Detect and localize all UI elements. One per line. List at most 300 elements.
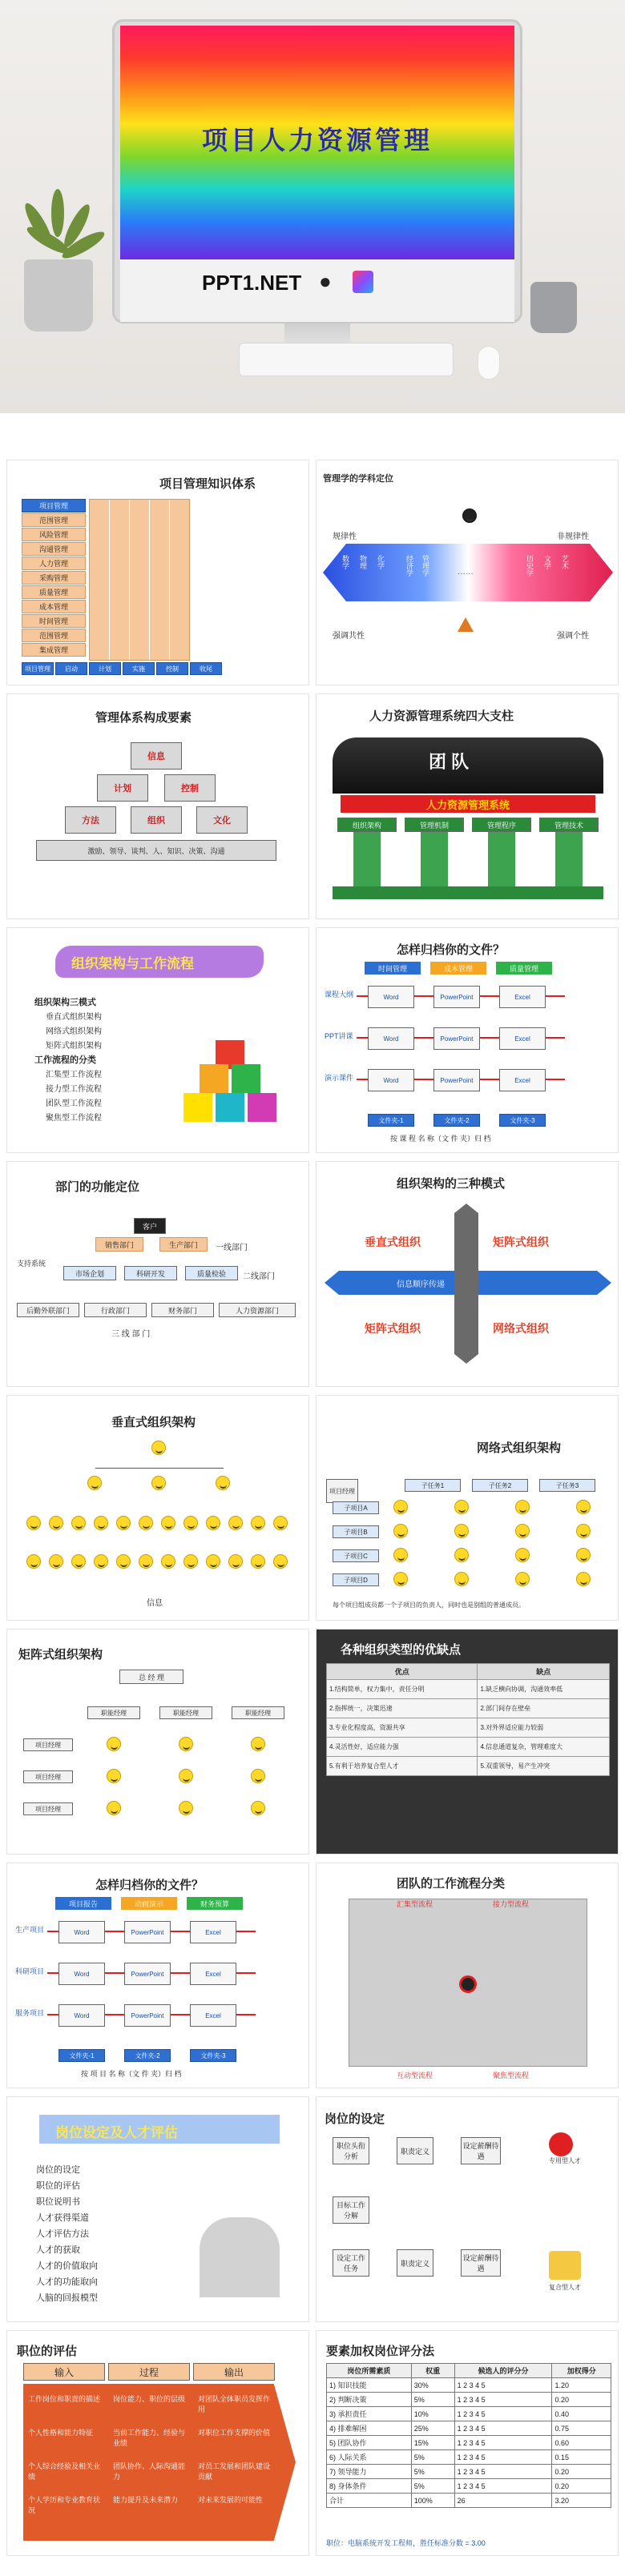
level3-node-icon — [161, 1554, 175, 1569]
table-cell: 0.40 — [552, 2407, 611, 2421]
level2-label: 二线部门 — [243, 1272, 275, 1281]
matrix-member-icon — [107, 1801, 121, 1815]
block-plan: 计划 — [97, 774, 148, 802]
process-stage: 实施 — [123, 662, 155, 675]
coffee-mug — [530, 282, 577, 333]
level3-node-icon — [71, 1554, 86, 1569]
slide-position-talent — [6, 2096, 309, 2322]
talent-list-item: 职位的评估 — [36, 2181, 80, 2191]
apple-icon: ● — [319, 269, 332, 293]
box-salary-2: 设定薪酬待遇 — [461, 2249, 501, 2277]
level1-node-icon — [216, 1476, 230, 1490]
archive-cell[interactable]: PowerPoint — [124, 2004, 171, 2027]
level3-node-icon — [183, 1554, 198, 1569]
member-node-icon — [393, 1524, 408, 1538]
knowledge-item: 人力管理 — [22, 557, 86, 570]
archive-cell[interactable]: PowerPoint — [433, 1069, 480, 1091]
level2-node-icon — [49, 1516, 63, 1530]
level2-node-icon — [116, 1516, 131, 1530]
knowledge-item: 采购管理 — [22, 571, 86, 585]
slide-title: 团队的工作流程分类 — [397, 1877, 506, 1891]
pillar-column — [488, 832, 515, 886]
dept-hr: 人力资源部门 — [219, 1303, 296, 1317]
block-control: 控制 — [164, 774, 216, 802]
box-title-analysis: 职位头衔分析 — [333, 2137, 369, 2164]
flow-relay: 接力型流程 — [493, 1900, 530, 1908]
talent-list-item: 人才的功能取向 — [36, 2277, 98, 2287]
label-bottom-right: 强调个性 — [557, 632, 589, 641]
archive-row-label: 科研项目 — [15, 1967, 45, 1975]
slide-title: 职位的评估 — [17, 2345, 78, 2358]
table-row — [327, 1738, 610, 1757]
spectrum-dots: …… — [458, 568, 474, 577]
member-node-icon — [454, 1524, 469, 1538]
center-label: 信息顺序传递 — [397, 1280, 445, 1289]
mouse — [478, 346, 500, 380]
evaluation-output-item: 对职位工作支撑的价值 — [198, 2429, 271, 2437]
archive-cell[interactable]: Word — [368, 1027, 414, 1050]
archive-header: 时间管理 — [365, 962, 421, 975]
archive-cell[interactable]: Word — [368, 1069, 414, 1091]
archive-cell[interactable]: Word — [368, 986, 414, 1008]
knowledge-item: 成本管理 — [22, 600, 86, 613]
discipline-label: 艺术 — [561, 555, 569, 569]
member-node-icon — [576, 1572, 591, 1586]
ppt-logo-icon — [353, 271, 373, 293]
dept-production: 生产部门 — [159, 1237, 208, 1252]
workflow-list-item: 垂直式组织架构 — [46, 1013, 102, 1022]
slide-position-evaluation — [6, 2330, 309, 2556]
label-top-right: 非规律性 — [557, 532, 589, 541]
pillar-base — [333, 886, 603, 899]
project-manager-box: 项目经理 — [23, 1802, 73, 1815]
slide-title: 组织架构的三种模式 — [397, 1177, 506, 1191]
slide-org-pros-cons — [316, 1629, 619, 1855]
slide-title: 岗位的设定 — [325, 2112, 385, 2126]
quad-matrix-bottom: 矩阵式组织 — [365, 1322, 421, 1335]
discipline-label: 管理学 — [421, 555, 429, 577]
table-cell: 5.双重领导，易产生冲突 — [478, 1757, 610, 1776]
table-cell: 7) 领导能力 — [327, 2465, 412, 2479]
table-cell: 15% — [411, 2436, 454, 2450]
page-title: 项目人力资源管理 — [201, 126, 433, 155]
table-row — [327, 2450, 611, 2465]
team-label: 团 队 — [429, 752, 470, 772]
member-node-icon — [515, 1548, 530, 1562]
level3-node-icon — [206, 1554, 220, 1569]
level2-node-icon — [139, 1516, 153, 1530]
center-node-icon — [459, 1975, 477, 1993]
table-cell: 合计 — [327, 2494, 412, 2508]
subproject-box: 子项目D — [333, 1573, 379, 1586]
archive-cell[interactable]: Excel — [190, 1963, 236, 1985]
vertical-arrow — [454, 1204, 478, 1364]
functional-manager-box: 职能经理 — [87, 1706, 140, 1719]
discipline-label: 数学 — [341, 555, 349, 569]
talent-list-item: 人才评估方法 — [36, 2229, 89, 2239]
archive-cell[interactable]: PowerPoint — [433, 986, 480, 1008]
pros-cons-table — [326, 1663, 610, 1776]
project-manager-box: 项目经理 — [23, 1738, 73, 1751]
level3-node-icon — [228, 1554, 243, 1569]
table-cell: 5% — [411, 2450, 454, 2465]
evaluation-output-item: 对团队全体职员发挥作用 — [198, 2395, 271, 2413]
table-row — [327, 2407, 611, 2421]
table-cell: 3.20 — [552, 2494, 611, 2508]
table-cell: 26 — [454, 2494, 552, 2508]
plant-pot — [24, 259, 93, 332]
flow-interactive: 互动型流程 — [397, 2072, 433, 2080]
level1-node-icon — [87, 1476, 102, 1490]
table-cell: 0.20 — [552, 2393, 611, 2407]
pillar-label: 组织架构 — [337, 818, 397, 832]
archive-cell[interactable]: PowerPoint — [124, 1921, 171, 1943]
pillar-column — [353, 832, 381, 886]
lock-icon — [549, 2132, 573, 2156]
archive-header: 财务预算 — [187, 1897, 243, 1910]
knowledge-item: 沟通管理 — [22, 542, 86, 556]
slide-archive-files-1 — [316, 927, 619, 1153]
matrix-member-icon — [107, 1769, 121, 1783]
slide-management-elements — [6, 693, 309, 919]
table-cell: 0.60 — [552, 2436, 611, 2450]
leaf-icon — [51, 189, 64, 237]
knowledge-item: 质量管理 — [22, 585, 86, 599]
archive-cell[interactable]: Word — [58, 2004, 105, 2027]
archive-header: 动画演示 — [121, 1897, 177, 1910]
tag-specialist: 专用型人才 — [549, 2157, 581, 2164]
box-goal: 目标工作分解 — [333, 2196, 369, 2224]
member-node-icon — [393, 1548, 408, 1562]
table-header: 岗位所需素质 — [327, 2364, 412, 2378]
workflow-list-item: 接力型工作流程 — [46, 1085, 102, 1094]
member-node-icon — [515, 1500, 530, 1514]
pillar-label: 管理机制 — [405, 818, 464, 832]
slide-title: 要素加权岗位评分法 — [326, 2345, 435, 2358]
functional-manager-box: 职能经理 — [232, 1706, 284, 1719]
table-row — [327, 2421, 611, 2436]
slide-title: 项目管理知识体系 — [159, 477, 256, 491]
table-cell: 100% — [411, 2494, 454, 2508]
knowledge-item: 项目管理 — [22, 499, 86, 512]
member-node-icon — [576, 1524, 591, 1538]
table-header: 权重 — [411, 2364, 454, 2378]
level2-node-icon — [26, 1516, 41, 1530]
slide-archive-files-2 — [6, 1863, 309, 2088]
table-cell: 1 2 3 4 5 — [454, 2378, 552, 2393]
archive-cell[interactable]: Excel — [499, 986, 546, 1008]
dept-finance: 财务部门 — [151, 1303, 214, 1317]
table-cell: 0.15 — [552, 2450, 611, 2465]
level3-node-icon — [49, 1554, 63, 1569]
talent-list-item: 人才的价值取向 — [36, 2261, 98, 2271]
folder-label[interactable]: 文件夹-2 — [124, 2049, 171, 2062]
slide-org-workflow — [6, 927, 309, 1153]
table-row — [327, 1680, 610, 1699]
monitor-bezel — [120, 259, 514, 322]
folder-label[interactable]: 文件夹-3 — [190, 2049, 236, 2062]
slide-knowledge-system — [6, 460, 309, 685]
evaluation-process-item: 团队协作、人际沟通能力 — [113, 2462, 186, 2481]
folder-label[interactable]: 文件夹-3 — [499, 1114, 546, 1127]
table-cell: 0.75 — [552, 2421, 611, 2436]
table-cell: 8) 身体条件 — [327, 2479, 412, 2494]
archive-cell[interactable]: Excel — [499, 1027, 546, 1050]
table-cell: 3) 承担责任 — [327, 2407, 412, 2421]
table-cell: 4) 排难解困 — [327, 2421, 412, 2436]
workflow-list-item: 工作流程的分类 — [34, 1055, 96, 1065]
table-row — [327, 2479, 611, 2494]
talent-list-item: 职位说明书 — [36, 2197, 80, 2207]
scoring-note: 职位：电脑系统开发工程师，胜任标准分数 = 3.00 — [326, 2539, 486, 2547]
dept-rnd: 科研开发 — [124, 1266, 177, 1280]
subproject-box: 子项目C — [333, 1549, 379, 1562]
hr-system-banner: 人力资源管理系统 — [341, 795, 595, 813]
subproject-box: 子项目B — [333, 1525, 379, 1538]
archive-row-label: PPT讲课 — [325, 1032, 353, 1040]
table-row — [327, 2465, 611, 2479]
pillar-column — [421, 832, 448, 886]
table-cell: 1) 知识技能 — [327, 2378, 412, 2393]
box-salary: 设定薪酬待遇 — [461, 2137, 501, 2164]
evaluation-process-item: 当前工作能力、经验与业绩 — [113, 2429, 186, 2447]
archive-cell[interactable]: Word — [58, 1921, 105, 1943]
slide-network-org — [316, 1395, 619, 1621]
flow-focus: 聚焦型流程 — [493, 2072, 530, 2080]
col-output: 输出 — [193, 2363, 275, 2381]
process-stage: 控制 — [156, 662, 188, 675]
evaluation-input-item: 个人性格和能力特征 — [28, 2429, 94, 2437]
level1-label: 一线部门 — [216, 1244, 248, 1252]
table-header: 缺点 — [478, 1664, 610, 1680]
person-icon — [549, 2251, 581, 2280]
member-node-icon — [393, 1500, 408, 1514]
customer-label: 客户 — [134, 1218, 166, 1234]
color-cubes — [183, 1040, 280, 1128]
talent-list-item: 人脑的回报模型 — [36, 2293, 98, 2303]
block-organization: 组织 — [131, 806, 182, 834]
archive-row-label: 服务项目 — [15, 2009, 45, 2017]
archive-caption: 按 课 程 名 称（文 件 夹）归 档 — [390, 1135, 491, 1143]
slide-department-function — [6, 1161, 309, 1387]
folder-label[interactable]: 文件夹-1 — [368, 1114, 414, 1127]
workflow-list-item: 矩阵式组织架构 — [46, 1042, 102, 1051]
project-manager-box: 项目经理 — [23, 1770, 73, 1783]
level3-node-icon — [94, 1554, 108, 1569]
table-cell: 30% — [411, 2378, 454, 2393]
slide-title: 组织架构与工作流程 — [71, 956, 194, 971]
box-duty-2: 职责定义 — [397, 2249, 433, 2277]
slide-title: 网络式组织架构 — [477, 1441, 562, 1455]
level3-node-icon — [273, 1554, 288, 1569]
discipline-label: 文学 — [543, 555, 551, 569]
col-process: 过程 — [108, 2363, 190, 2381]
process-stage: 计划 — [89, 662, 121, 675]
ceo-box: 总 经 理 — [119, 1670, 183, 1684]
brand-label: PPT1.NET — [202, 271, 302, 295]
slide-title: 垂直式组织架构 — [111, 1416, 196, 1429]
functional-manager-box: 职能经理 — [159, 1706, 212, 1719]
tag-generalist: 复合型人才 — [549, 2284, 581, 2291]
level3-node-icon — [26, 1554, 41, 1569]
slide-position-setting — [316, 2096, 619, 2322]
table-cell: 1 2 3 4 5 — [454, 2421, 552, 2436]
table-cell: 1 2 3 4 5 — [454, 2436, 552, 2450]
knowledge-item: 集成管理 — [22, 643, 86, 657]
member-node-icon — [576, 1500, 591, 1514]
slide-three-org-modes — [316, 1161, 619, 1387]
handshake-image — [200, 2217, 280, 2297]
evaluation-output-item: 对未来发展的可能性 — [198, 2496, 264, 2504]
slide-title: 怎样归档你的文件？ — [397, 943, 506, 957]
dept-logistics: 后勤外联部门 — [17, 1303, 79, 1317]
level2-node-icon — [183, 1516, 198, 1530]
subproject-box: 子项目A — [333, 1501, 379, 1514]
member-node-icon — [515, 1524, 530, 1538]
member-node-icon — [515, 1572, 530, 1586]
archive-caption: 按 项 目 名 称（文 件 夹）归 档 — [81, 2070, 182, 2078]
table-cell: 4.信息通道复杂，管理难度大 — [478, 1738, 610, 1757]
level1-node-icon — [151, 1476, 166, 1490]
table-row — [327, 2393, 611, 2407]
archive-cell[interactable]: Excel — [499, 1069, 546, 1091]
member-node-icon — [576, 1548, 591, 1562]
evaluation-input-item: 个人学历和专业教育状况 — [28, 2496, 101, 2514]
talent-list-item: 人才的获取 — [36, 2245, 80, 2255]
col-input: 输入 — [23, 2363, 105, 2381]
folder-label[interactable]: 文件夹-2 — [433, 1114, 480, 1127]
talent-list-item: 人才获得渠道 — [36, 2213, 89, 2223]
evaluation-process-item: 能力提升及未来潜力 — [113, 2496, 179, 2504]
table-cell: 1.缺乏横向协调，沟通效率低 — [478, 1680, 610, 1699]
slide-title: 人力资源管理系统四大支柱 — [369, 709, 514, 723]
level3-node-icon — [139, 1554, 153, 1569]
dept-admin: 行政部门 — [84, 1303, 147, 1317]
archive-cell[interactable]: PowerPoint — [124, 1963, 171, 1985]
label-top-left: 规律性 — [333, 532, 357, 541]
process-stage: 启动 — [55, 662, 87, 675]
dept-sales: 销售部门 — [95, 1237, 143, 1252]
level2-node-icon — [228, 1516, 243, 1530]
table-cell: 0.20 — [552, 2479, 611, 2494]
workflow-list-item: 组织架构三模式 — [34, 998, 96, 1007]
workflow-list-item: 团队型工作流程 — [46, 1099, 102, 1108]
quad-vertical: 垂直式组织 — [365, 1236, 421, 1248]
block-info: 信息 — [131, 742, 182, 770]
knowledge-item: 时间管理 — [22, 614, 86, 628]
archive-row-label: 演示课件 — [325, 1074, 354, 1082]
level2-node-icon — [273, 1516, 288, 1530]
block-culture: 文化 — [196, 806, 248, 834]
quad-matrix-top: 矩阵式组织 — [493, 1236, 549, 1248]
matrix-member-icon — [179, 1737, 193, 1751]
knowledge-item: 范围管理 — [22, 629, 86, 642]
member-node-icon — [393, 1572, 408, 1586]
slide-title: 管理学的学科定位 — [323, 474, 393, 484]
project-manager-box: 项目经理 — [326, 1479, 358, 1503]
level3-node-icon — [116, 1554, 131, 1569]
table-cell: 3.专业化程度高，资源共享 — [327, 1718, 478, 1738]
support-label: 支持系统 — [17, 1260, 46, 1268]
table-cell: 1 2 3 4 5 — [454, 2479, 552, 2494]
evaluation-process-item: 岗位能力、职位的层级 — [113, 2395, 186, 2403]
talent-list-item: 岗位的设定 — [36, 2165, 80, 2175]
label-bottom-left: 强调共性 — [333, 632, 365, 641]
matrix-member-icon — [179, 1769, 193, 1783]
level2-node-icon — [251, 1516, 265, 1530]
table-row — [327, 1699, 610, 1718]
hero-banner — [0, 0, 625, 413]
table-cell: 2.指挥统一，决策迅速 — [327, 1699, 478, 1718]
level3-label: 三 线 部 门 — [111, 1330, 151, 1339]
scoring-table — [326, 2363, 611, 2508]
archive-cell[interactable]: Excel — [190, 2004, 236, 2027]
table-cell: 1 2 3 4 5 — [454, 2450, 552, 2465]
table-header: 优点 — [327, 1664, 478, 1680]
table-cell: 0.20 — [552, 2465, 611, 2479]
slide-title: 各种组织类型的优缺点 — [341, 1643, 462, 1657]
pillar-column — [555, 832, 583, 886]
keyboard — [239, 343, 454, 376]
evaluation-output-item: 对员工发展和团队建设贡献 — [198, 2462, 271, 2481]
folder-label[interactable]: 文件夹-1 — [58, 2049, 105, 2062]
discipline-label: 经济学 — [405, 555, 413, 577]
archive-cell[interactable]: Word — [58, 1963, 105, 1985]
archive-cell[interactable]: PowerPoint — [433, 1027, 480, 1050]
discipline-label: 历史学 — [526, 555, 534, 577]
matrix-member-icon — [251, 1737, 265, 1751]
table-cell: 3.对外界适应能力较弱 — [478, 1718, 610, 1738]
evaluation-input-item: 个人综合经验及相关业绩 — [28, 2462, 101, 2481]
archive-header: 质量管理 — [496, 962, 552, 975]
knowledge-item: 范围管理 — [22, 513, 86, 527]
table-cell: 25% — [411, 2421, 454, 2436]
tree-connector — [95, 1468, 224, 1469]
pillar-label: 管理程序 — [472, 818, 531, 832]
archive-header: 项目报告 — [55, 1897, 111, 1910]
member-node-icon — [454, 1572, 469, 1586]
pillar-label: 管理技术 — [539, 818, 599, 832]
matrix-member-icon — [251, 1801, 265, 1815]
level2-node-icon — [71, 1516, 86, 1530]
table-cell: 1.20 — [552, 2378, 611, 2393]
slide-hr-pillars — [316, 693, 619, 919]
network-note: 每个项目组成员都一个子项目的负责人，同时也是别组的普通成员。 — [333, 1601, 525, 1609]
table-cell: 5% — [411, 2465, 454, 2479]
dept-marketing: 市场企划 — [63, 1266, 116, 1280]
slide-title: 怎样归档你的文件？ — [95, 1879, 204, 1892]
knowledge-item: 风险管理 — [22, 528, 86, 541]
table-cell: 5) 团队协作 — [327, 2436, 412, 2450]
quad-network: 网络式组织 — [493, 1322, 549, 1335]
table-cell: 6) 人际关系 — [327, 2450, 412, 2465]
table-cell: 2) 判断决策 — [327, 2393, 412, 2407]
table-row — [327, 2378, 611, 2393]
subtask-header: 子任务3 — [539, 1479, 595, 1492]
process-stage: 项目管理 — [22, 662, 54, 675]
level2-node-icon — [94, 1516, 108, 1530]
dept-quality: 质量检验 — [185, 1266, 238, 1280]
slide-title: 矩阵式组织架构 — [18, 1648, 103, 1662]
slide-matrix-org — [6, 1629, 309, 1855]
matrix-member-icon — [179, 1801, 193, 1815]
slide-title: 管理体系构成要素 — [95, 711, 192, 725]
archive-row-label: 生产项目 — [15, 1926, 45, 1934]
table-cell: 1 2 3 4 5 — [454, 2407, 552, 2421]
archive-cell[interactable]: Excel — [190, 1921, 236, 1943]
table-row — [327, 1718, 610, 1738]
table-cell: 1.结构简单，权力集中，责任分明 — [327, 1680, 478, 1699]
